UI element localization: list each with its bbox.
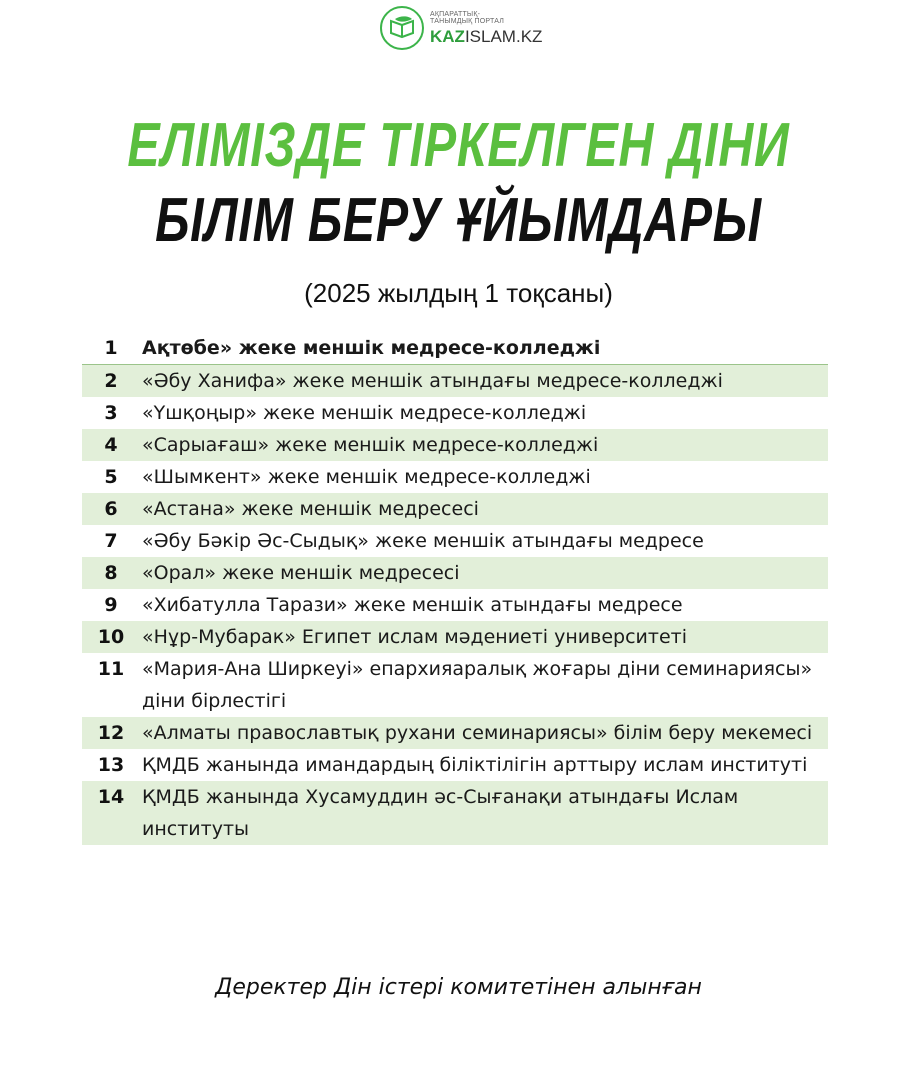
row-organization-name: «Шымкент» жеке меншік медресе-колледжі [142,466,591,488]
logo-tagline: АҚПАРАТТЫҚ-ТАНЫМДЫҚ ПОРТАЛ [430,11,505,25]
row-organization-name: «Үшқоңыр» жеке меншік медресе-колледжі [142,402,587,424]
row-number: 8 [104,562,118,584]
row-number: 12 [97,722,125,744]
row-organization-name: ҚМДБ жанында имандардың біліктілігін арттыру ислам институті [142,754,808,776]
logo-name-rest: ISLAM.KZ [464,27,543,46]
row-organization-name: «Әбу Бәкір Әс-Сыдық» жеке меншік атындағы медресе [142,530,704,552]
table-row [82,589,828,621]
organizations-table [82,332,828,845]
table-row [82,461,828,493]
table-row [82,525,828,557]
logo-name [430,28,542,45]
row-organization-name: «Орал» жеке меншік медресесі [142,562,460,584]
table-row [82,397,828,429]
subtitle: (2025 жылдың 1 тоқсаны) [304,278,613,308]
table-row [82,429,828,461]
source-note: Деректер Дін істері комитетінен алынған [215,975,702,1000]
table-row [82,557,828,589]
table-row [82,717,828,749]
row-number: 4 [104,434,118,456]
row-number: 10 [97,626,125,648]
row-number: 11 [97,658,125,680]
row-organization-name: «Сарыағаш» жеке меншік медресе-колледжі [142,434,599,456]
row-number: 5 [104,466,118,488]
row-number: 14 [97,786,125,808]
logo-name-highlight: KAZ [430,27,465,46]
table-row [82,365,828,397]
table-row [82,749,828,781]
row-number: 6 [104,498,118,520]
book-leaf-icon [380,6,424,50]
row-organization-name: «Алматы православтық рухани семинариясы» білім беру мекемесі [142,722,813,744]
row-organization-name: «Әбу Ханифа» жеке меншік атындағы медресе-колледжі [142,370,723,392]
row-organization-name: «Мария-Ана Ширкеуі» епархияаралық жоғары діни семинариясы» діни бірлестігі [142,658,813,712]
row-organization-name: «Астана» жеке меншік медресесі [142,498,479,520]
table-row [82,493,828,525]
row-number: 7 [104,530,118,552]
row-number: 13 [97,754,125,776]
title-line-1: ЕЛІМІЗДЕ ТІРКЕЛГЕН ДІНИ [127,111,790,180]
title-line-2: БІЛІМ БЕРУ ҰЙЫМДАРЫ [155,186,762,255]
row-organization-name: «Нұр-Мубарак» Египет ислам мәдениеті университеті [142,626,687,648]
row-number: 2 [104,370,118,392]
table-row [82,621,828,653]
table-row [82,653,828,717]
table-row [82,332,828,365]
row-number: 3 [104,402,118,424]
row-organization-name: ҚМДБ жанында Хусамуддин әс-Сығанақи атындағы Ислам институты [142,786,739,840]
row-number: 1 [104,337,118,359]
table-row [82,781,828,845]
row-number: 9 [104,594,118,616]
row-organization-name: Ақтөбе» жеке меншік медресе-колледжі [142,337,601,359]
site-logo [380,6,542,50]
row-organization-name: «Хибатулла Тарази» жеке меншік атындағы медресе [142,594,683,616]
